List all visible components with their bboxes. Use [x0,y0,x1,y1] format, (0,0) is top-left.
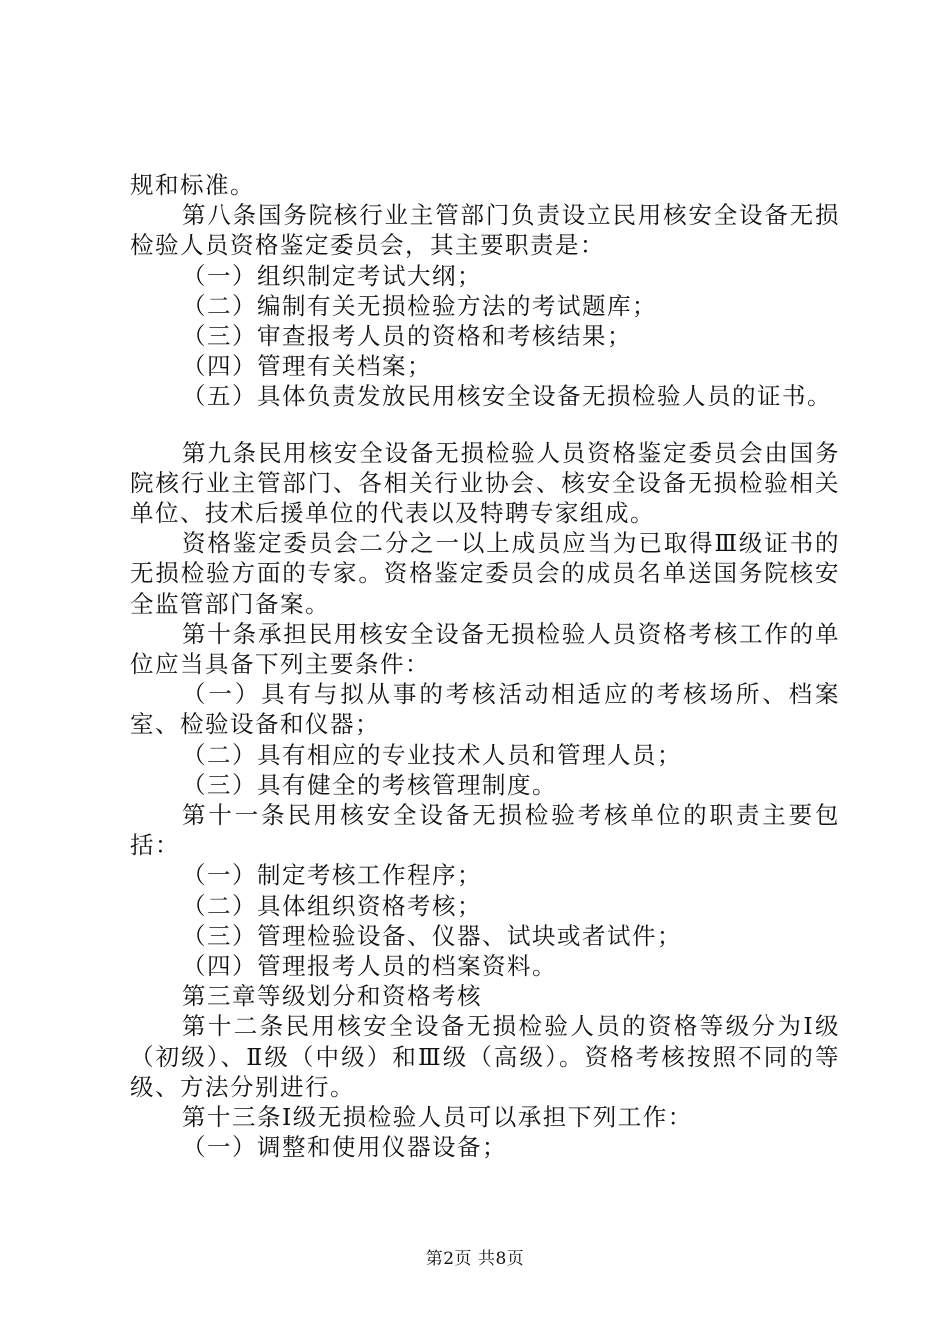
list-item: （四）管理报考人员的档案资料。 [182,952,557,981]
document-body [130,170,840,1163]
paragraph: 资格鉴定委员会二分之一以上成员应当为已取得Ⅲ级证书的无损检验方面的专家。资格鉴定委员会的成员名单送国务院核安全监管部门备案。 [130,529,840,618]
list-item: （二）具有相应的专业技术人员和管理人员； [182,740,682,769]
paragraph-article-8: 第八条国务院核行业主管部门负责设立民用核安全设备无损检验人员资格鉴定委员会，其主要职责是： [130,201,840,260]
list-item: （一）制定考核工作程序； [182,861,482,890]
list-item: （一）具有与拟从事的考核活动相适应的考核场所、档案室、检验设备和仪器； [130,680,840,739]
page-number-footer: 第2页 共8页 [425,1249,525,1269]
list-item: （二）编制有关无损检验方法的考试题库； [182,291,657,320]
list-item: （五）具体负责发放民用核安全设备无损检验人员的证书。 [182,382,832,411]
list-item: （二）具体组织资格考核； [182,891,482,920]
paragraph-article-13: 第十三条Ⅰ级无损检验人员可以承担下列工作： [182,1103,693,1132]
paragraph-article-10: 第十条承担民用核安全设备无损检验人员资格考核工作的单位应当具备下列主要条件： [130,619,840,679]
list-item: （一）调整和使用仪器设备； [182,1133,507,1162]
list-item: （三）管理检验设备、仪器、试块或者试件； [182,921,682,950]
chapter-heading: 第三章等级划分和资格考核 [182,982,482,1011]
list-item: （四）管理有关档案； [182,352,432,381]
list-item: （三）具有健全的考核管理制度。 [182,770,557,799]
paragraph: 规和标准。 [130,171,255,199]
list-item: （一）组织制定考试大纲； [182,261,482,290]
paragraph-article-12: 第十二条民用核安全设备无损检验人员的资格等级分为Ⅰ级（初级）、Ⅱ级（中级）和Ⅲ级（高级）。资格考核按照不同的等级、方法分别进行。 [130,1012,840,1101]
paragraph-article-11: 第十一条民用核安全设备无损检验考核单位的职责主要包括： [130,801,840,860]
list-item: （三）审查报考人员的资格和考核结果； [182,322,632,351]
paragraph-article-9: 第九条民用核安全设备无损检验人员资格鉴定委员会由国务院核行业主管部门、各相关行业协会、核安全设备无损检验相关单位、技术后援单位的代表以及特聘专家组成。 [130,438,840,528]
